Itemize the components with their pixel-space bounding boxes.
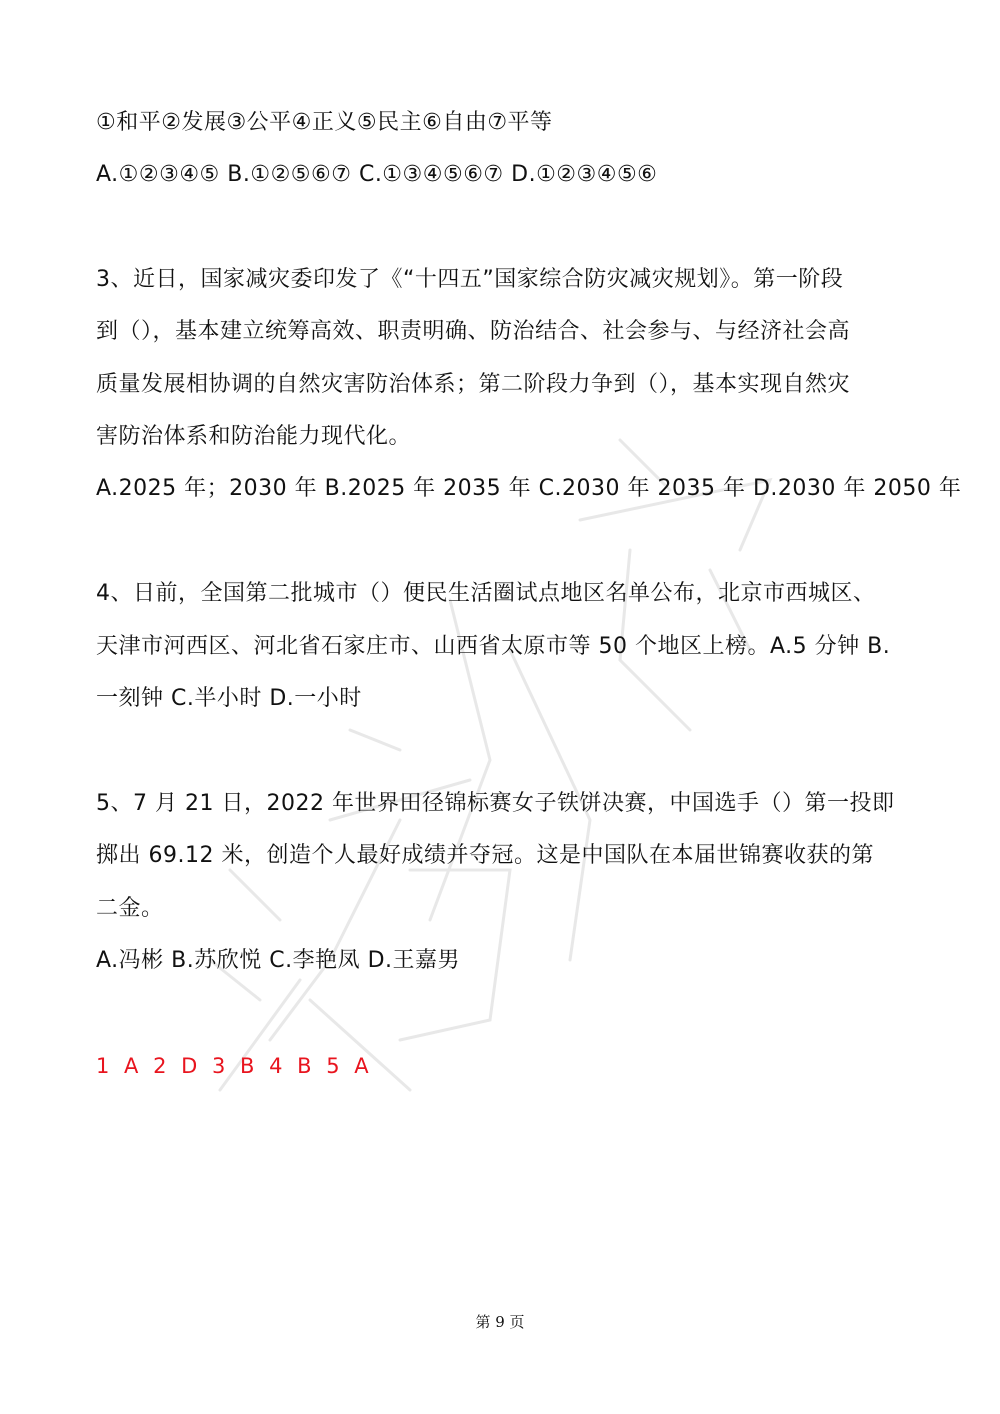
question-3-choices: A.2025 年；2030 年 B.2025 年 2035 年 C.2030 年 2035 年 D.2030 年 2050 年 xyxy=(96,476,962,501)
question-3-text-line-1: 3、近日，国家减灾委印发了《“十四五”国家综合防灾减灾规划》。第一阶段 xyxy=(96,267,844,292)
page-number: 第 9 页 xyxy=(475,1313,525,1331)
answer-key: 1 A 2 D 3 B 4 B 5 A xyxy=(96,1054,373,1078)
question-2-choices: A.①②③④⑤ B.①②⑤⑥⑦ C.①③④⑤⑥⑦ D.①②③④⑤⑥ xyxy=(96,162,658,187)
watermark-logo xyxy=(150,400,850,1100)
question-4-text-line-2: 天津市河西区、河北省石家庄市、山西省太原市等 50 个地区上榜。A.5 分钟 B. xyxy=(96,634,891,659)
question-3-text-line-3: 质量发展相协调的自然灾害防治体系；第二阶段力争到（），基本实现自然灾 xyxy=(96,372,851,397)
question-5-text-line-1: 5、7 月 21 日，2022 年世界田径锦标赛女子铁饼决赛，中国选手（）第一投即 xyxy=(96,791,895,816)
question-4-text-line-3: 一刻钟 C.半小时 D.一小时 xyxy=(96,686,362,711)
question-5-choices: A.冯彬 B.苏欣悦 C.李艳凤 D.王嘉男 xyxy=(96,948,461,973)
question-3-text-line-4: 害防治体系和防治能力现代化。 xyxy=(96,424,412,449)
question-5-text-line-2: 掷出 69.12 米，创造个人最好成绩并夺冠。这是中国队在本届世锦赛收获的第 xyxy=(96,843,874,868)
question-3-text-line-2: 到（），基本建立统筹高效、职责明确、防治结合、社会参与、与经济社会高 xyxy=(96,319,851,344)
question-5-text-line-3: 二金。 xyxy=(96,896,164,921)
question-4-text-line-1: 4、日前，全国第二批城市（）便民生活圈试点地区名单公布，北京市西城区、 xyxy=(96,581,876,606)
question-2-options-list: ①和平②发展③公平④正义⑤民主⑥自由⑦平等 xyxy=(96,110,553,135)
